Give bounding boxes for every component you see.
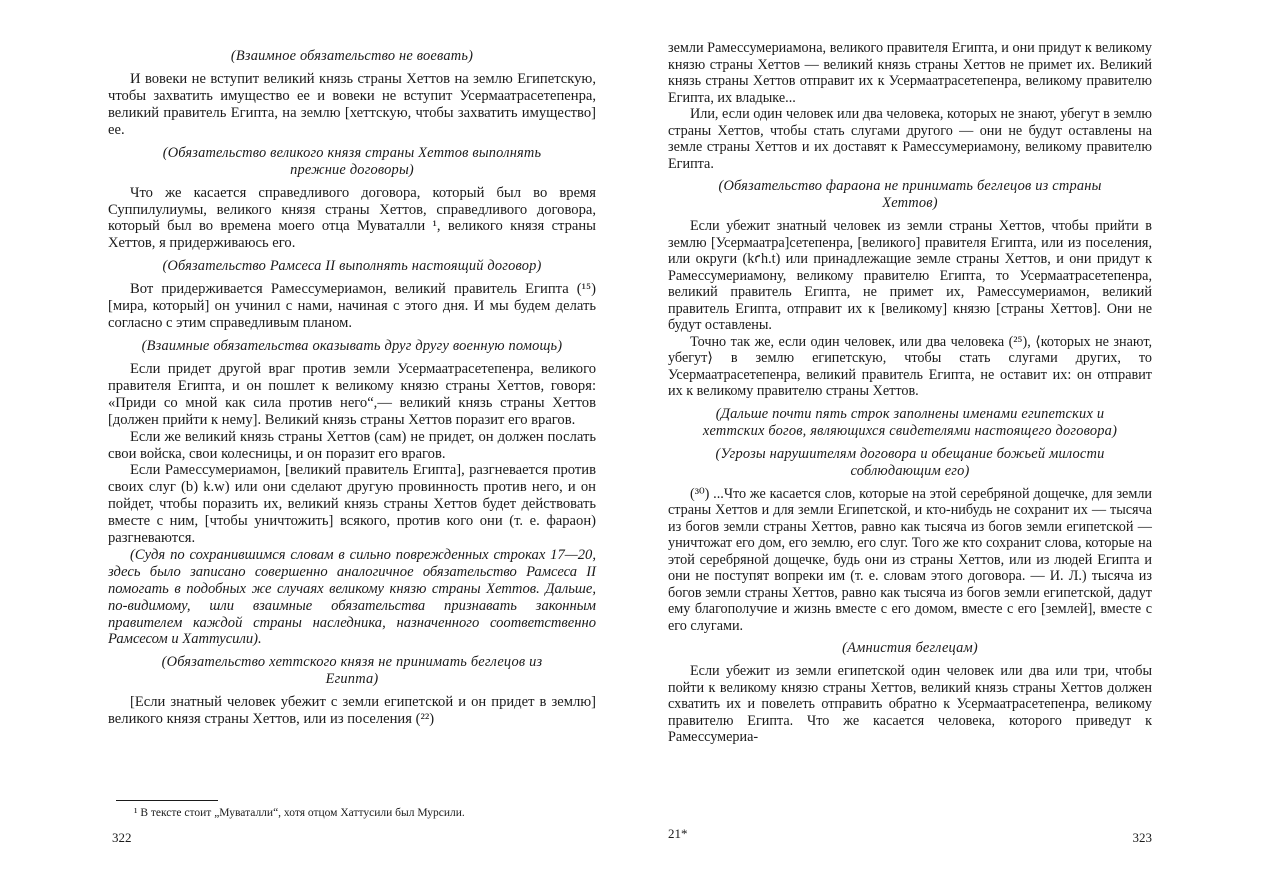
page-number-right: 323 bbox=[1132, 830, 1152, 845]
left-page bbox=[108, 0, 596, 893]
paragraph: Если Рамессумериамон, [великий правитель Египта], разгневается против своих слуг (b) k.w) или они сделают другую провинность против него, и он пойдет, чтобы поразить их, великий князь страны Хеттов будет действовать вместе с ним, [чтобы уничтожить] всякого, против кого они (т. е. фараон) разгневаются. bbox=[108, 462, 596, 547]
paragraph: Если придет другой враг против земли Усермаатрасетепенра, великого правителя Египта, и он пошлет к великому князю страны Хеттов, говоря: «Приди со мной как сила против него“,— великий князь страны Хеттов [должен прийти к нему]. Великий князь страны Хеттов поразит его врагов. bbox=[108, 360, 596, 428]
page-number-left: 322 bbox=[112, 830, 132, 845]
right-page bbox=[668, 0, 1152, 893]
editorial-note: (Судя по сохранившимся словам в сильно поврежденных строках 17—20, здесь было записано совершенно аналогичное обязательство Рамсеса II помогать в подобных же случаях великому князю страны Хеттов. Дальше, по-видимому, шли взаимные обязательства признавать законным правителем каждой страны наследника, назначенного соответственно Рамсесом и Хаттусили). bbox=[108, 546, 596, 648]
section-heading: (Дальше почти пять строк заполнены именами египетских и хеттских богов, являющихся свидетелями настоящего договора) bbox=[702, 405, 1118, 439]
section-heading: (Обязательство Рамсеса II выполнять настоящий договор) bbox=[162, 258, 542, 275]
paragraph: Если убежит знатный человек из земли страны Хеттов, чтобы прийти в землю [Усермаатра]сетепенра, [великого] правителя Египта, или из поселения, или округи (kꜥh.t) или принадлежащие земле страны Хеттов, и они придут к Рамессумериамону, великому правителю Египта, то Усермаатрасетепенра, великий правитель Египта, не примет их, Рамессумериамон, великий правитель Египта, отправит их к [великому] князю [страны Хеттов]. Они не будут оставлены. bbox=[668, 218, 1152, 333]
paragraph: Если же великий князь страны Хеттов (сам) не придет, он должен послать свои войска, свои колесницы, и он поразит его врагов. bbox=[108, 428, 596, 462]
section-heading: (Взаимные обязательства оказывать друг другу военную помощь) bbox=[141, 337, 563, 354]
paragraph: Вот придерживается Рамессумериамон, великий правитель Египта (¹⁵) [мира, который] он учинил с нами, начиная с этого дня. И мы будем делать согласно с этим справедливым планом. bbox=[108, 281, 596, 332]
paragraph: Что же касается справедливого договора, который был во время Суппилулиумы, великого князя страны Хеттов, справедливого договора, который был во времена моего отца Муваталли ¹, великого князя страны Хеттов, я придерживаюсь его. bbox=[108, 184, 596, 252]
continued-paragraph: земли Рамессумериамона, великого правителя Египта, и они придут к великому князю страны Хеттов — великий князь страны Хеттов не примет их. Великий князь страны Хеттов отправит их к Усермаатрасетепенра, великому правителю Египта, их владыке... bbox=[668, 40, 1152, 106]
left-page-text bbox=[108, 42, 596, 728]
section-heading: (Взаимное обязательство не воевать) bbox=[230, 48, 474, 64]
section-heading: (Угрозы нарушителям договора и обещание божьей милости соблюдающим его) bbox=[715, 445, 1105, 479]
paragraph: И вовеки не вступит великий князь страны Хеттов на землю Египетскую, чтобы захватить имущество ее и вовеки не вступит Усермаатрасетепенра, великий правитель Египта, на землю [хеттскую, чтобы захватить имущество] ее. bbox=[108, 71, 596, 138]
printer-signature: 21* bbox=[668, 826, 688, 841]
paragraph: [Если знатный человек убежит с земли египетской и он придет в землю] великого князя страны Хеттов, или из поселения (²²) bbox=[108, 694, 596, 728]
paragraph: Точно так же, если один человек, или два человека (²⁵), ⟨которых не знают, убегут⟩ в землю египетскую, чтобы стать слугами других, то Усермаатрасетепенра, великий правитель Египта, не оставит их: он отправит их к великому правителю страны Хеттов. bbox=[668, 333, 1152, 399]
paragraph: Если убежит из земли египетской один человек или два или три, чтобы пойти к великому князю страны Хеттов, великий князь страны Хеттов должен схватить их и повелеть отправить обратно к Усермаатрасетепенра, великому правителю Египта. Что же касается человека, которого приведут к Рамессумериа- bbox=[668, 663, 1152, 745]
section-heading: (Обязательство хеттского князя не принимать беглецов из Египта) bbox=[161, 654, 543, 688]
footnote-rule bbox=[116, 800, 218, 801]
right-page-text bbox=[668, 40, 1152, 746]
paragraph: (³⁰) ...Что же касается слов, которые на этой серебряной дощечке, для земли страны Хеттов и для земли Египетской, и кто-нибудь не сохранит их — тысяча из богов земли страны Хеттов, равно как тысяча из богов земли египетской — уничтожат его дом, его землю, его слуг. Того же кто сохранит слова, которые на этой серебряной дощечке, будь они из страны Хеттов, или из людей Египта и они не поступят вопреки им (т. е. словам этого договора. — И. Л.) тысяча из богов земли страны Хеттов, равно как тысяча из богов земли египетской, дадут ему благополучие и жизнь вместе с его домом, вместе с его [землей], вместе с его слугами. bbox=[668, 485, 1152, 634]
section-heading: (Обязательство фараона не принимать беглецов из страны Хеттов) bbox=[718, 178, 1102, 211]
paragraph: Или, если один человек или два человека, которых не знают, убегут в землю страны Хеттов, чтобы стать слугами другого — они не будут оставлены на земле страны Хеттов и их доставят к Рамессумериамону, великому правителю Египта. bbox=[668, 106, 1152, 172]
footnote: ¹ В тексте стоит „Муваталли“, хотя отцом Хаттусили был Мурсили. bbox=[134, 807, 465, 819]
section-heading: (Обязательство великого князя страны Хеттов выполнять прежние договоры) bbox=[162, 144, 542, 178]
section-heading: (Амнистия беглецам) bbox=[842, 640, 978, 656]
